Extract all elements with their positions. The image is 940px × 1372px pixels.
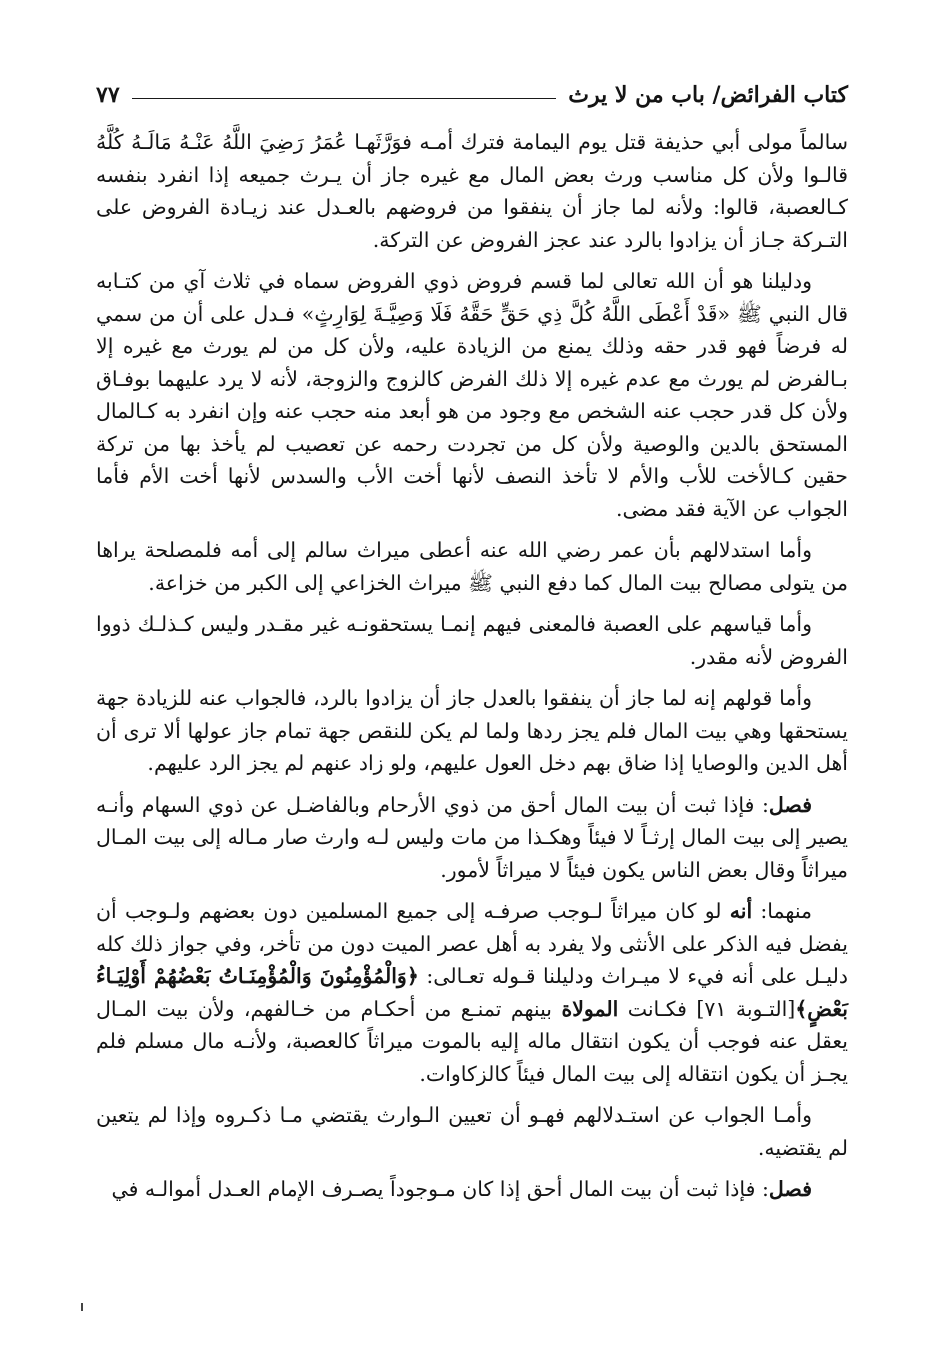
paragraph-text: منهما:: [752, 899, 812, 923]
paragraph-2: [96, 265, 848, 525]
paragraph-5: [96, 682, 848, 780]
paragraph-3: [96, 534, 848, 599]
margin-mark: [81, 1303, 83, 1311]
running-header: [96, 78, 848, 112]
section-marker: فصل: [768, 792, 812, 817]
paragraph-text: وأمـا الجواب عن استـدلالهم فهـو أن تعيين الـوارث يقتضي مـا ذكـروه وإذا لم يتعين لم يقتضيه.: [96, 1103, 848, 1160]
header-title: كتاب الفرائض/ باب من لا يرث: [568, 82, 848, 108]
paragraph-text: : فإذا ثبت أن بيت المال أحق من ذوي الأرحام وبالفاضـل عن ذوي السهام وأنـه يصير إلى بيت المال إرثـاً لا فيئاً وهكـذا من مات وليس لـه وارث صار مـاله إلى بيت المـال ميراثاً وقال بعض الناس يكون فيئاً لا ميراثاً لأمور.: [96, 792, 848, 882]
paragraph-text: : فإذا ثبت أن بيت المال أحق إذا كان مـوجوداً يصـرف الإمام العـدل أموالـه في: [111, 1177, 769, 1201]
paragraph-text: وأما قياسهم على العصبة فالمعنى فيهم إنمـا يستحقونـه غير مقـدر وليس كـذلـك ذووا الفروض لأنه مقدر.: [96, 612, 848, 669]
paragraph-8: [96, 1099, 848, 1164]
bold-term: أنه: [729, 899, 753, 923]
quran-verse: ﴿وَالْمُؤْمِنُونَ وَالْمُؤْمِنَـاتُ بَعْضُهُمْ أَوْلِيَـاءُ بَعْضٍ﴾: [96, 964, 848, 1021]
paragraph-6: [96, 789, 848, 887]
paragraph-text: وأما قولهم إنه لما جاز أن ينفقوا بالعدل جاز أن يزادوا بالرد، فالجواب عنه للزيادة جهة يستحقها وهي بيت المال فلم يجز ردها ولما لم يكن للنقص جهة تمام جاز عولها ألا ترى أن أهل الدين والوصايا إذا ضاق بهم دخل العول عليهم، ولو زاد عنهم لم يجز الرد عليهم.: [96, 686, 848, 775]
paragraph-1: [96, 126, 848, 256]
paragraph-text: وأما استدلالهم بأن عمر رضي الله عنه أعطى ميراث سالم إلى أمه فلمصلحة يراها من يتولى مصالح بيت المال كما دفع النبي ﷺ ميراث الخزاعي إلى الكبر من خزاعة.: [96, 538, 848, 595]
paragraph-7: [96, 895, 848, 1090]
paragraph-text: بينهم تمنـع من أحكـام من خـالفهم، ولأن بيت المـال يعقل عنه فوجب أن يكون انتقال ماله إليه بالموت ميراثاً كالعصبة، ولأنـه مال مسلم فلم يجـز أن يكون انتقاله إلى بيت المال فيئاً كالزكاوات.: [96, 996, 848, 1086]
section-marker: فصل: [768, 1177, 812, 1201]
paragraph-9: [96, 1173, 848, 1206]
paragraph-text: [التـوبة ٧١] فكـانت: [618, 996, 796, 1021]
header-rule: [132, 98, 557, 99]
paragraph-text: لو كان ميراثاً لـوجب صرفـه إلى جميع المسلمين دون بعضهم ولـوجب أن يفضل فيه الذكر على الأنثى ولا يفرد به أهل عصر الميت دون من تأخر، وفي جواز ذلك كله دليـل على أنه فيء لا ميـراث ودليلنا قـوله تعـالى:: [96, 899, 848, 988]
paragraph-text: ودليلنا هو أن الله تعالى لما قسم فروض ذوي الفروض سماه في ثلاث آي من كتـابه قال النبي ﷺ «قَدْ أَعْطَى اللَّهُ كُلَّ ذِي حَقٍّ حَقَّهُ فَلَا وَصِيَّـةَ لِوَارِثٍ» فـدل على أن من سمي له فرضاً فهو قدر حقه وذلك يمنع من الزيادة عليه، ولأن كل من لم يورث مع غيره إلا بـالفرض لم يورث مع عدم غيره إلا ذلك الفرض كالزوج والزوجة، لأنه لا يرد عليهما بوفـاق ولأن كل قدر حجب عنه الشخص مع وجود من هو أبعد منه حجب عنه وإن انفرد به كـالمال المستحق بالدين والوصية ولأن كل من تجردت رحمه عن تعصيب لم يأخذ بها من تركة حقين كـالأخت للأب والأم لا تأخذ النصف لأنها أخت الأب والسدس لأنها أخت الأم فأما الجواب عن الآية فقد مضى.: [96, 269, 848, 521]
paragraph-4: [96, 608, 848, 673]
bold-term: المولاة: [561, 996, 619, 1021]
page-number: ٧٧: [96, 82, 120, 108]
page-body: [96, 126, 848, 1215]
paragraph-text: سالماً مولى أبي حذيفة قتل يوم اليمامة فترك أمـه فوَرَّثَهـا عُمَرُ رَضِيَ اللَّهُ عَنْـهُ مَالَـهُ كُلَّهُ قالـوا ولأن كل مناسب ورث بعض المال مع غيره جاز أن يـرث جميعه إذا انفرد بنفسه كـالعصبة، قالوا: ولأنه لما جاز أن ينفقوا من فروضهم بالعـدل عند زيـادة الفروض على التـركة جـاز أن يزادوا بالرد عند عجز الفروض عن التركة.: [96, 130, 848, 252]
